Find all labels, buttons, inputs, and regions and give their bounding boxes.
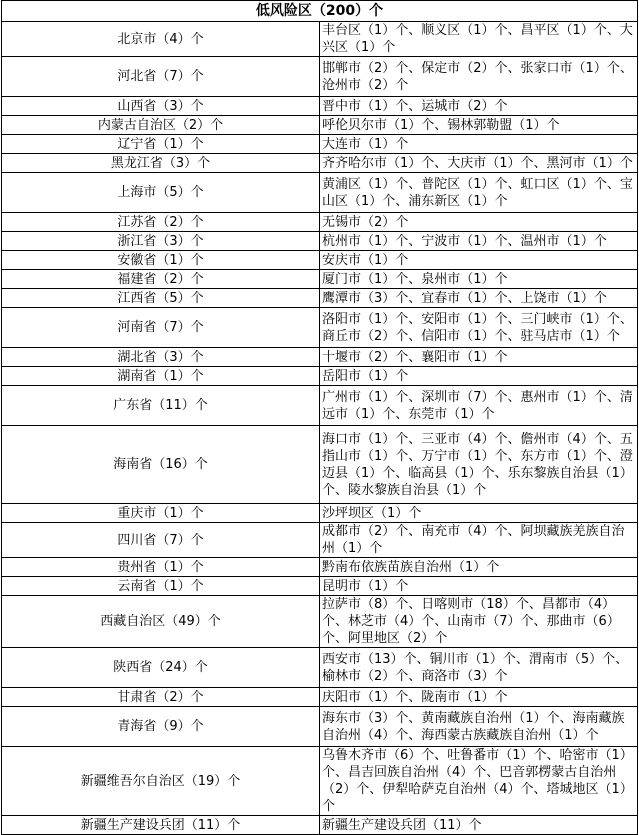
table-row	[2, 707, 638, 747]
detail-cell: 邯郸市（2）个、保定市（2）个、张家口市（1）个、沧州市（2）个	[320, 57, 638, 97]
region-cell: 云南省（1）个	[2, 577, 320, 596]
table-row	[2, 816, 638, 835]
detail-cell: 拉萨市（8）个、日喀则市（18）个、昌都市（4）个、林芝市（4）个、山南市（7）个、那曲市（6）个、阿里地区（2）个	[320, 596, 638, 648]
detail-cell: 厦门市（1）个、泉州市（1）个	[320, 270, 638, 289]
region-cell: 内蒙古自治区（2）个	[2, 116, 320, 135]
detail-cell: 黔南布依族苗族自治州（1）个	[320, 558, 638, 577]
table-row	[2, 367, 638, 386]
region-cell: 湖南省（1）个	[2, 367, 320, 386]
table-row	[2, 97, 638, 116]
low-risk-table	[1, 0, 638, 835]
region-cell: 海南省（16）个	[2, 426, 320, 504]
region-cell: 浙江省（3）个	[2, 232, 320, 251]
detail-cell: 新疆生产建设兵团（11）个	[320, 816, 638, 835]
table-row	[2, 308, 638, 348]
detail-cell: 无锡市（2）个	[320, 213, 638, 232]
region-cell: 辽宁省（1）个	[2, 135, 320, 154]
table-row	[2, 173, 638, 213]
region-cell: 陕西省（24）个	[2, 648, 320, 688]
region-cell: 湖北省（3）个	[2, 348, 320, 367]
detail-cell: 晋中市（1）个、运城市（2）个	[320, 97, 638, 116]
table-row	[2, 289, 638, 308]
region-cell: 山西省（3）个	[2, 97, 320, 116]
table-row	[2, 270, 638, 289]
detail-cell: 丰台区（1）个、顺义区（1）个、昌平区（1）个、大兴区（1）个	[320, 22, 638, 57]
region-cell: 新疆生产建设兵团（11）个	[2, 816, 320, 835]
detail-cell: 庆阳市（1）个、陇南市（1）个	[320, 688, 638, 707]
detail-cell: 昆明市（1）个	[320, 577, 638, 596]
table-row	[2, 386, 638, 426]
region-cell: 青海省（9）个	[2, 707, 320, 747]
region-cell: 甘肃省（2）个	[2, 688, 320, 707]
detail-cell: 乌鲁木齐市（6）个、吐鲁番市（1）个、哈密市（1）个、昌吉回族自治州（4）个、巴音郭楞蒙古自治州（2）个、伊犁哈萨克自治州（4）个、塔城地区（1）个	[320, 747, 638, 816]
table-row	[2, 348, 638, 367]
table-row	[2, 57, 638, 97]
detail-cell: 黄浦区（1）个、普陀区（1）个、虹口区（1）个、宝山区（1）个、浦东新区（1）个	[320, 173, 638, 213]
detail-cell: 呼伦贝尔市（1）个、锡林郭勒盟（1）个	[320, 116, 638, 135]
detail-cell: 大连市（1）个	[320, 135, 638, 154]
table-row	[2, 135, 638, 154]
table-row	[2, 232, 638, 251]
region-cell: 西藏自治区（49）个	[2, 596, 320, 648]
region-cell: 广东省（11）个	[2, 386, 320, 426]
detail-cell: 海东市（3）个、黄南藏族自治州（1）个、海南藏族自治州（4）个、海西蒙古族藏族自治州（1）个	[320, 707, 638, 747]
detail-cell: 沙坪坝区（1）个	[320, 504, 638, 523]
detail-cell: 安庆市（1）个	[320, 251, 638, 270]
table-row	[2, 648, 638, 688]
detail-cell: 海口市（1）个、三亚市（4）个、儋州市（4）个、五指山市（1）个、万宁市（1）个、东方市（1）个、澄迈县（1）个、临高县（1）个、乐东黎族自治县（1）个、陵水黎族自治县（1）个	[320, 426, 638, 504]
table-row	[2, 504, 638, 523]
table-row	[2, 154, 638, 173]
region-cell: 安徽省（1）个	[2, 251, 320, 270]
table-row	[2, 577, 638, 596]
table-row	[2, 22, 638, 57]
table-row	[2, 251, 638, 270]
table-body	[2, 22, 638, 835]
region-cell: 四川省（7）个	[2, 523, 320, 558]
table-row	[2, 213, 638, 232]
region-cell: 重庆市（1）个	[2, 504, 320, 523]
table-row	[2, 116, 638, 135]
table-row	[2, 558, 638, 577]
table-row	[2, 747, 638, 816]
region-cell: 江西省（5）个	[2, 289, 320, 308]
region-cell: 福建省（2）个	[2, 270, 320, 289]
region-cell: 黑龙江省（3）个	[2, 154, 320, 173]
region-cell: 上海市（5）个	[2, 173, 320, 213]
table-row	[2, 426, 638, 504]
region-cell: 江苏省（2）个	[2, 213, 320, 232]
region-cell: 北京市（4）个	[2, 22, 320, 57]
table-title-row	[2, 1, 638, 22]
detail-cell: 广州市（1）个、深圳市（7）个、惠州市（1）个、清远市（1）个、东莞市（1）个	[320, 386, 638, 426]
table-row	[2, 523, 638, 558]
detail-cell: 齐齐哈尔市（1）个、大庆市（1）个、黑河市（1）个	[320, 154, 638, 173]
region-cell: 新疆维吾尔自治区（19）个	[2, 747, 320, 816]
detail-cell: 岳阳市（1）个	[320, 367, 638, 386]
detail-cell: 成都市（2）个、南充市（4）个、阿坝藏族羌族自治州（1）个	[320, 523, 638, 558]
detail-cell: 杭州市（1）个、宁波市（1）个、温州市（1）个	[320, 232, 638, 251]
region-cell: 河南省（7）个	[2, 308, 320, 348]
detail-cell: 鹰潭市（3）个、宜春市（1）个、上饶市（1）个	[320, 289, 638, 308]
detail-cell: 洛阳市（1）个、安阳市（1）个、三门峡市（1）个、商丘市（2）个、信阳市（1）个、驻马店市（1）个	[320, 308, 638, 348]
table-title: 低风险区（200）个	[2, 1, 638, 22]
region-cell: 贵州省（1）个	[2, 558, 320, 577]
detail-cell: 西安市（13）个、铜川市（1）个、渭南市（5）个、榆林市（2）个、商洛市（3）个	[320, 648, 638, 688]
table-row	[2, 688, 638, 707]
detail-cell: 十堰市（2）个、襄阳市（1）个	[320, 348, 638, 367]
region-cell: 河北省（7）个	[2, 57, 320, 97]
table-row	[2, 596, 638, 648]
